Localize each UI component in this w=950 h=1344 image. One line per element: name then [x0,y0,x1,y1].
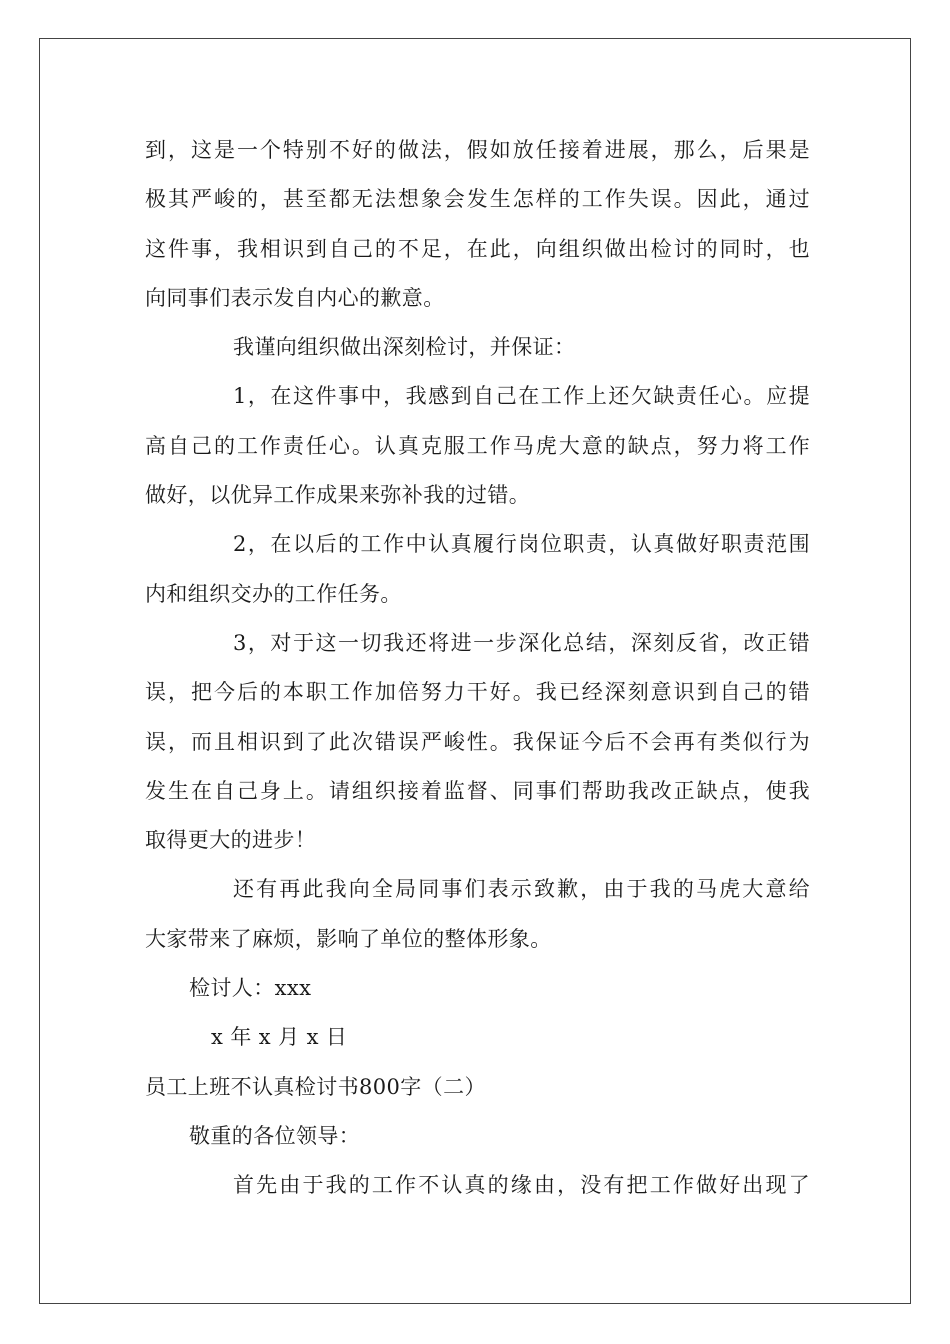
text-line: 大家带来了麻烦，影响了单位的整体形象。 [145,926,552,951]
section-title: 员工上班不认真检讨书800字（二） [145,1074,486,1099]
date: x 年 x 月 x 日 [211,1025,348,1050]
text-line: 首先由于我的工作不认真的缘由，没有把工作做好出现了 [233,1173,810,1198]
salutation: 敬重的各位领导： [189,1123,361,1148]
paragraph-intro: 我谨向组织做出深刻检讨，并保证： [233,335,576,360]
text-line: 到，这是一个特别不好的做法，假如放任接着进展，那么，后果是 [145,138,810,162]
text-line: 发生在自己身上。请组织接着监督、同事们帮助我改正缺点，使我 [145,778,810,803]
signature: 检讨人：xxx [189,976,312,1001]
paragraph-apology: 还有再此我向全局同事们表示致歉，由于我的马虎大意给 [233,877,810,902]
text-line: 误，把今后的本职工作加倍努力干好。我已经深刻意识到自己的错 [145,680,810,705]
document-body [145,126,810,1211]
text-line: 极其严峻的，甚至都无法想象会发生怎样的工作失误。因此，通过 [145,187,810,212]
text-line: 内和组织交办的工作任务。 [145,581,402,606]
text-line: 误，而且相识到了此次错误严峻性。我保证今后不会再有类似行为 [145,729,810,754]
text-line: 高自己的工作责任心。认真克服工作马虎大意的缺点，努力将工作 [145,433,810,458]
list-item-3: 3，对于这一切我还将进一步深化总结，深刻反省，改正错 [233,630,810,655]
text-line: 取得更大的进步！ [145,828,317,853]
list-item-1: 1，在这件事中，我感到自己在工作上还欠缺责任心。应提 [233,384,810,409]
list-item-2: 2，在以后的工作中认真履行岗位职责，认真做好职责范围 [233,532,810,557]
text-line: 这件事，我相识到自己的不足，在此，向组织做出检讨的同时，也 [145,236,810,261]
text-line: 向同事们表示发自内心的歉意。 [145,285,445,310]
text-line: 做好，以优异工作成果来弥补我的过错。 [145,483,531,508]
